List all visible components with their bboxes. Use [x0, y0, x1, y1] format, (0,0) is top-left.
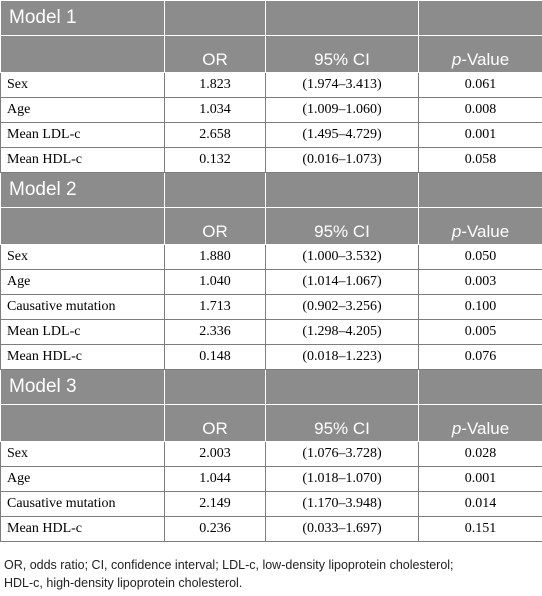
pvalue-cell: 0.001	[419, 123, 542, 148]
header-blank-cell	[1, 208, 165, 245]
pvalue-cell: 0.001	[419, 467, 542, 492]
model-title: Model 1	[1, 1, 165, 36]
ci-cell: (0.902–3.256)	[266, 295, 419, 320]
table-row	[1, 245, 542, 270]
or-cell: 1.880	[165, 245, 266, 270]
footnote-line-2: HDL-c, high-density lipoprotein cholesterol.	[4, 576, 243, 590]
variable-cell: Causative mutation	[1, 492, 165, 517]
header-spacer-cell	[266, 173, 419, 208]
pvalue-cell: 0.014	[419, 492, 542, 517]
col-header-or: OR	[165, 405, 266, 442]
table-row	[1, 320, 542, 345]
header-blank-cell	[1, 405, 165, 442]
model-header-row	[1, 173, 542, 208]
header-spacer-cell	[419, 173, 542, 208]
variable-cell: Age	[1, 98, 165, 123]
pvalue-cell: 0.058	[419, 148, 542, 173]
col-header-pvalue	[419, 36, 542, 73]
model-title: Model 2	[1, 173, 165, 208]
variable-cell: Mean HDL-c	[1, 345, 165, 370]
pvalue-cell: 0.151	[419, 517, 542, 542]
or-cell: 0.236	[165, 517, 266, 542]
col-header-or: OR	[165, 208, 266, 245]
pvalue-cell: 0.061	[419, 73, 542, 98]
or-cell: 1.034	[165, 98, 266, 123]
header-spacer-cell	[419, 1, 542, 36]
table-row	[1, 442, 542, 467]
variable-cell: Sex	[1, 442, 165, 467]
pvalue-suffix: -Value	[461, 419, 510, 438]
pvalue-p: p	[451, 222, 462, 241]
table-row	[1, 345, 542, 370]
col-header-ci: 95% CI	[266, 36, 419, 73]
pvalue-suffix: -Value	[461, 222, 510, 241]
header-spacer-cell	[419, 370, 542, 405]
footnote-line-1: OR, odds ratio; CI, confidence interval; LDL-c, low-density lipoprotein cholesterol;	[4, 558, 454, 572]
column-header-row	[1, 36, 542, 73]
header-spacer-cell	[165, 370, 266, 405]
ci-cell: (1.974–3.413)	[266, 73, 419, 98]
table-row	[1, 270, 542, 295]
col-header-pvalue	[419, 208, 542, 245]
table-body	[1, 1, 542, 542]
ci-cell: (1.014–1.067)	[266, 270, 419, 295]
header-spacer-cell	[266, 370, 419, 405]
ci-cell: (1.018–1.070)	[266, 467, 419, 492]
ci-cell: (0.016–1.073)	[266, 148, 419, 173]
pvalue-cell: 0.050	[419, 245, 542, 270]
ci-cell: (1.170–3.948)	[266, 492, 419, 517]
or-cell: 1.040	[165, 270, 266, 295]
variable-cell: Causative mutation	[1, 295, 165, 320]
pvalue-suffix: -Value	[461, 50, 510, 69]
or-cell: 0.148	[165, 345, 266, 370]
or-cell: 2.003	[165, 442, 266, 467]
header-blank-cell	[1, 36, 165, 73]
model-title: Model 3	[1, 370, 165, 405]
or-cell: 1.713	[165, 295, 266, 320]
variable-cell: Age	[1, 270, 165, 295]
pvalue-cell: 0.008	[419, 98, 542, 123]
or-cell: 2.336	[165, 320, 266, 345]
pvalue-cell: 0.076	[419, 345, 542, 370]
model-header-row	[1, 370, 542, 405]
table-row	[1, 73, 542, 98]
table-row	[1, 295, 542, 320]
ci-cell: (1.076–3.728)	[266, 442, 419, 467]
variable-cell: Mean LDL-c	[1, 320, 165, 345]
ci-cell: (1.000–3.532)	[266, 245, 419, 270]
table-row	[1, 98, 542, 123]
ci-cell: (1.009–1.060)	[266, 98, 419, 123]
variable-cell: Sex	[1, 245, 165, 270]
or-cell: 1.823	[165, 73, 266, 98]
col-header-ci: 95% CI	[266, 208, 419, 245]
ci-cell: (1.298–4.205)	[266, 320, 419, 345]
table-row	[1, 148, 542, 173]
pvalue-p: p	[451, 419, 462, 438]
header-spacer-cell	[165, 1, 266, 36]
variable-cell: Mean HDL-c	[1, 148, 165, 173]
ci-cell: (0.033–1.697)	[266, 517, 419, 542]
table-row	[1, 123, 542, 148]
col-header-pvalue	[419, 405, 542, 442]
header-spacer-cell	[266, 1, 419, 36]
variable-cell: Mean LDL-c	[1, 123, 165, 148]
pvalue-p: p	[451, 50, 462, 69]
pvalue-cell: 0.005	[419, 320, 542, 345]
table-row	[1, 517, 542, 542]
or-cell: 1.044	[165, 467, 266, 492]
pvalue-cell: 0.028	[419, 442, 542, 467]
column-header-row	[1, 208, 542, 245]
table-footnote	[4, 556, 540, 592]
pvalue-cell: 0.003	[419, 270, 542, 295]
or-cell: 2.658	[165, 123, 266, 148]
or-cell: 2.149	[165, 492, 266, 517]
column-header-row	[1, 405, 542, 442]
variable-cell: Sex	[1, 73, 165, 98]
pvalue-cell: 0.100	[419, 295, 542, 320]
col-header-or: OR	[165, 36, 266, 73]
or-cell: 0.132	[165, 148, 266, 173]
table-row	[1, 467, 542, 492]
table-row	[1, 492, 542, 517]
variable-cell: Age	[1, 467, 165, 492]
ci-cell: (0.018–1.223)	[266, 345, 419, 370]
model-header-row	[1, 1, 542, 36]
header-spacer-cell	[165, 173, 266, 208]
ci-cell: (1.495–4.729)	[266, 123, 419, 148]
col-header-ci: 95% CI	[266, 405, 419, 442]
variable-cell: Mean HDL-c	[1, 517, 165, 542]
